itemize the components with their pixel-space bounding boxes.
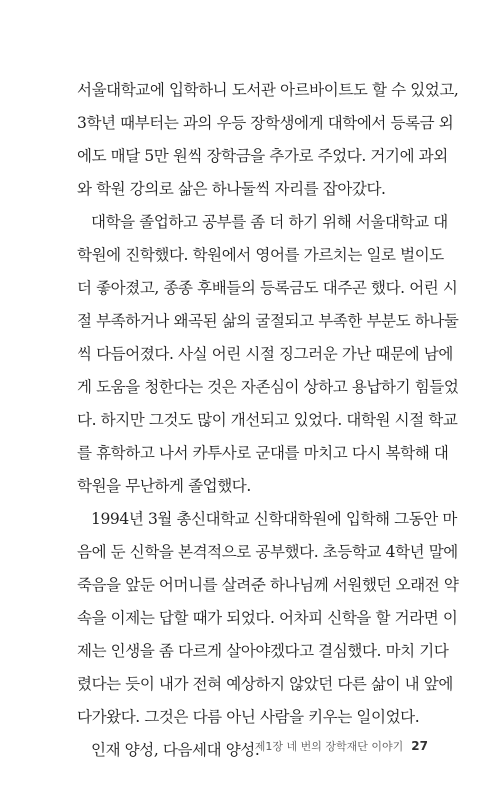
- text-line: 와 학원 강의로 삶은 하나둘씩 자리를 잡아갔다.: [77, 180, 386, 198]
- text-line: 학원에 진학했다. 학원에서 영어를 가르치는 일로 벌이도: [77, 246, 444, 264]
- text-line: 제는 인생을 좀 다르게 살아야겠다고 결심했다. 마치 기다: [77, 642, 449, 660]
- page-number: 27: [411, 739, 428, 753]
- text-line: 다가왔다. 그것은 다름 아닌 사람을 키우는 일이었다.: [77, 708, 420, 726]
- text-line: 절 부족하거나 왜곡된 삶의 굴절되고 부족한 부분도 하나둘: [77, 312, 459, 330]
- text-line: 인재 양성, 다음세대 양성.: [91, 741, 260, 759]
- text-line: 1994년 3월 총신대학교 신학대학원에 입학해 그동안 마: [91, 510, 457, 528]
- text-line: 대학을 졸업하고 공부를 좀 더 하기 위해 서울대학교 대: [91, 213, 448, 231]
- text-line: 씩 다듬어졌다. 사실 어린 시절 징그러운 가난 때문에 남에: [77, 345, 453, 363]
- text-line: 더 좋아졌고, 종종 후배들의 등록금도 대주곤 했다. 어린 시: [77, 279, 458, 297]
- text-line: 학원을 무난하게 졸업했다.: [77, 477, 251, 495]
- page-footer: [255, 738, 428, 754]
- text-line: 다. 하지만 그것도 많이 개선되고 있었다. 대학원 시절 학교: [77, 411, 458, 429]
- text-line: 에도 매달 5만 원씩 장학금을 추가로 주었다. 거기에 과외: [77, 147, 448, 165]
- text-line: 죽음을 앞둔 어머니를 살려준 하나님께 서원했던 오래전 약: [77, 576, 459, 594]
- text-line: 3학년 때부터는 과의 우등 장학생에게 대학에서 등록금 외: [77, 114, 454, 132]
- text-line: 서울대학교에 입학하니 도서관 아르바이트도 할 수 있었고,: [77, 81, 459, 99]
- text-line: 를 휴학하고 나서 카투사로 군대를 마치고 다시 복학해 대: [77, 444, 449, 462]
- text-line: 음에 둔 신학을 본격적으로 공부했다. 초등학교 4학년 말에: [77, 543, 458, 561]
- running-chapter-title: 제1장 네 번의 장학재단 이야기: [254, 740, 404, 753]
- text-line: 게 도움을 청한다는 것은 자존심이 상하고 용납하기 힘들었: [77, 378, 459, 396]
- text-line: 렸다는 듯이 내가 전혀 예상하지 않았던 다른 삶이 내 앞에: [77, 675, 453, 693]
- body-text: [77, 74, 459, 767]
- text-line: 속을 이제는 답할 때가 되었다. 어차피 신학을 할 거라면 이: [77, 609, 458, 627]
